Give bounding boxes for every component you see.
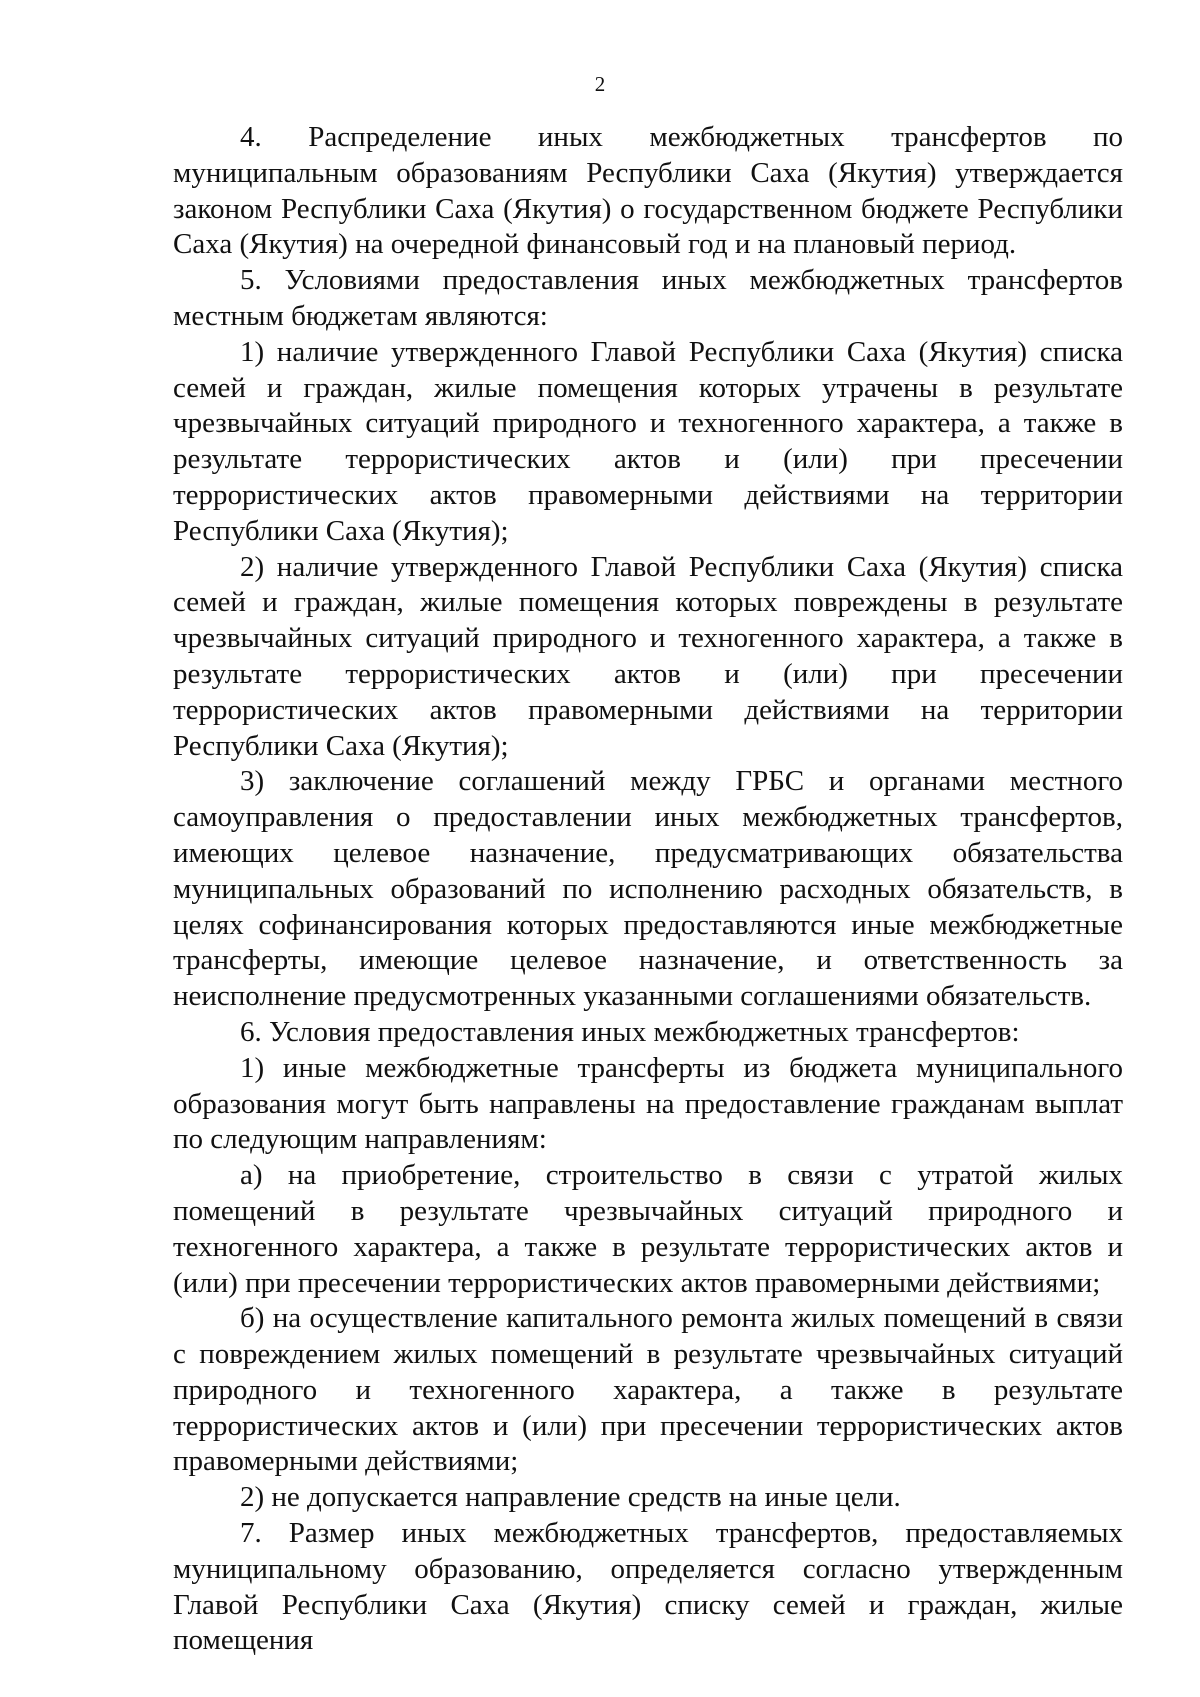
paragraph-6-item-2: 2) не допускается направление средств на иные цели.: [240, 1481, 901, 1514]
paragraph-5-item-1: 1) наличие утвержденного Главой Республики Саха (Якутия) списка семей и граждан, жилые помещения которых утрачены в результате чрезвычайных ситуаций природного и техногенного характера, а также в результате террористических актов и (или) при пресечении террористических актов правомерными действиями на территории Республики Саха (Якутия);: [173, 335, 1123, 547]
paragraph-5-item-3: 3) заключение соглашений между ГРБС и органами местного самоуправления о предоставлении иных межбюджетных трансфертов, имеющих целевое назначение, предусматривающих обязательства муниципальных образований по исполнению расходных обязательств, в целях софинансирования которых предоставляются иные межбюджетные трансферты, имеющие целевое назначение, и ответственность за неисполнение предусмотренных указанными соглашениями обязательств.: [173, 765, 1123, 1013]
paragraph-6-item-1: 1) иные межбюджетные трансферты из бюджета муниципального образования могут быть направлены на предоставление гражданам выплат по следующим направлениям:: [173, 1051, 1123, 1156]
paragraph-6-conditions: 6. Условия предоставления иных межбюджетных трансфертов:: [240, 1015, 1020, 1048]
paragraph-5-conditions: 5. Условиями предоставления иных межбюджетных трансфертов местным бюджетам являются:: [173, 264, 1123, 332]
paragraph-7-size: 7. Размер иных межбюджетных трансфертов, предоставляемых муниципальному образованию, определяется согласно утвержденным Главой Республики Саха (Якутия) списку семей и граждан, жилые помещения: [173, 1517, 1123, 1657]
paragraph-4-distribution: 4. Распределение иных межбюджетных трансфертов по муниципальным образованиям Республики Саха (Якутия) утверждается законом Республики Саха (Якутия) о государственном бюджете Республики Саха (Якутия) на очередной финансовый год и на плановый период.: [173, 121, 1123, 261]
paragraph-5-item-2: 2) наличие утвержденного Главой Республики Саха (Якутия) списка семей и граждан, жилые помещения которых повреждены в результате чрезвычайных ситуаций природного и техногенного характера, а также в результате террористических актов и (или) при пресечении террористических актов правомерными действиями на территории Республики Саха (Якутия);: [173, 550, 1123, 762]
document-body: [173, 120, 1123, 1659]
page-number: 2: [594, 72, 606, 96]
paragraph-6-item-1b: б) на осуществление капитального ремонта жилых помещений в связи с повреждением жилых помещений в результате чрезвычайных ситуаций природного и техногенного характера, а также в результате террористических актов и (или) при пресечении террористических актов правомерными действиями;: [173, 1302, 1123, 1478]
paragraph-6-item-1a: а) на приобретение, строительство в связи с утратой жилых помещений в результате чрезвычайных ситуаций природного и техногенного характера, а также в результате террористических актов и (или) при пресечении террористических актов правомерными действиями;: [173, 1159, 1123, 1299]
